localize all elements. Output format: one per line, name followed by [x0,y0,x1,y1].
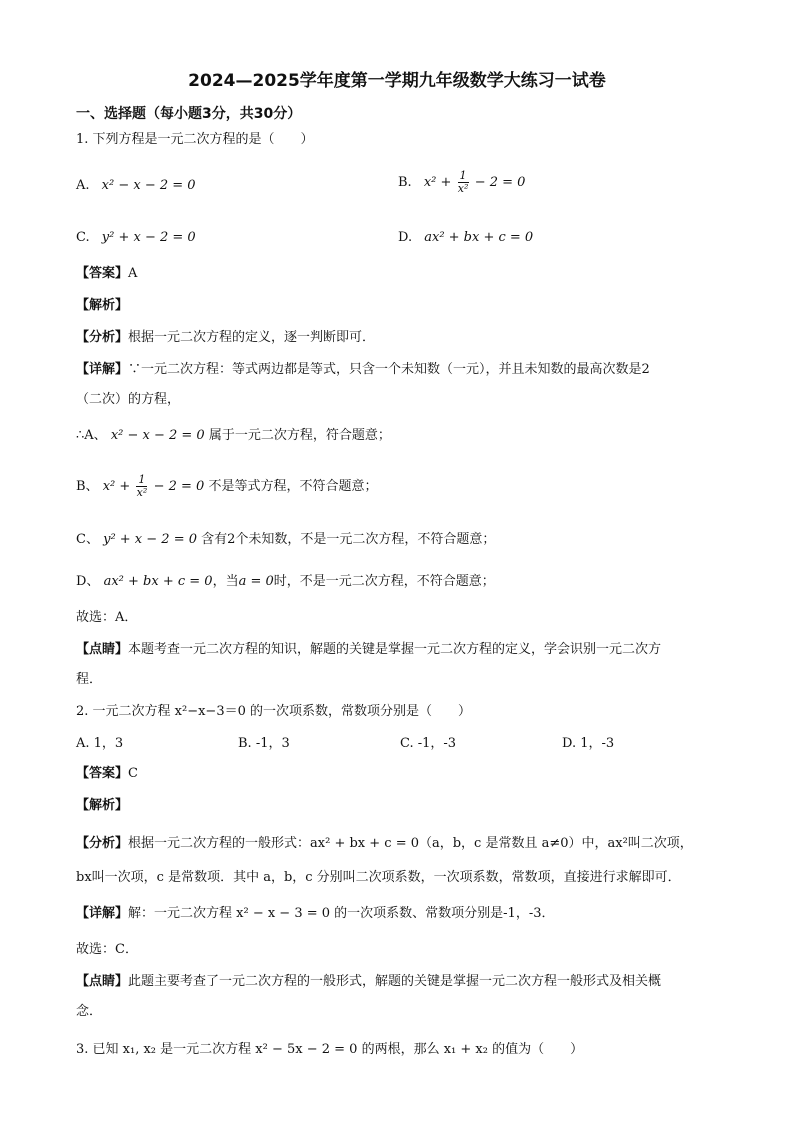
line-prefix: C、 [76,532,99,547]
option-b-fraction [458,170,469,195]
answer-value: A [128,266,138,281]
q2-fenxi-cont: bx叫一次项，c 是常数项．其中 a，b，c 分别叫二次项系数，一次项系数，常数项，直接进行求解即可． [76,870,681,885]
answer-tag: 【答案】 [76,266,129,281]
q1-line-b [76,470,377,504]
q1-line-d [76,572,495,592]
q1-dianjing-cont: 程． [76,672,103,687]
xiangjie-tag: 【详解】 [76,906,129,921]
q2-answer [76,764,138,784]
line-text: 含有2个未知数，不是一元二次方程，不符合题意； [201,532,496,547]
q2-dianjing-cont: 念． [76,1004,103,1019]
q2-dianjing [76,972,661,992]
dianjing-text: 此题主要考查了一元二次方程的一般形式，解题的关键是掌握一元二次方程一般形式及相关概 [128,974,662,989]
line-equation-left: x² + [102,479,131,494]
option-a-equation: x² − x − 2 = 0 [101,178,196,193]
option-label: D. [398,230,413,245]
q1-fenxi [76,328,375,348]
line-text: 时，不是一元二次方程，不符合题意； [273,574,495,589]
answer-value: C [128,766,138,781]
fenxi-text: 根据一元二次方程的定义，逐一判断即可． [128,330,376,345]
line-text: 属于一元二次方程，符合题意； [208,428,391,443]
answer-tag: 【答案】 [76,766,129,781]
fraction-denominator: x² [136,486,148,499]
q1-option-b [398,166,525,200]
q1-stem: 1. 下列方程是一元二次方程的是（ ） [76,132,314,147]
q1-xiangjie-cont: （二次）的方程， [76,392,181,407]
q2-option-a: A. 1，3 [76,736,124,751]
q1-answer [76,264,137,284]
section-heading: 一、选择题（每小题3分，共30分） [76,106,302,122]
q2-option-b: B. -1，3 [238,736,290,751]
dianjing-tag: 【点睛】 [76,642,129,657]
option-b-equation-right: − 2 = 0 [474,175,526,190]
line-equation-condition: a = 0 [238,574,274,589]
fenxi-tag: 【分析】 [76,836,129,851]
option-c-equation: y² + x − 2 = 0 [101,230,196,245]
fenxi-text: 根据一元二次方程的一般形式：ax² + bx + c = 0（a，b，c 是常数且 a≠0）中，ax²叫二次项， [128,836,693,851]
q2-stem: 2. 一元二次方程 x²−x−3＝0 的一次项系数，常数项分别是（ ） [76,704,472,719]
line-prefix: D、 [76,574,100,589]
q2-fenxi [76,834,693,854]
fraction-numerator: 1 [459,169,467,182]
xiangjie-text: ∵一元二次方程：等式两边都是等式，只含一个未知数（一元），并且未知数的最高次数是2 [128,362,650,377]
q1-option-c [76,228,196,248]
q1-line-c [76,530,495,550]
q1-dianjing [76,640,661,660]
dianjing-text: 本题考查一元二次方程的知识，解题的关键是掌握一元二次方程的定义，学会识别一元二次方 [128,642,662,657]
q1-xiangjie [76,360,650,380]
line-prefix: ∴A、 [76,428,107,443]
fraction-numerator: 1 [138,473,146,486]
q1-choose: 故选：A． [76,610,138,625]
option-d-equation: ax² + bx + c = 0 [424,230,534,245]
line-equation: x² − x − 2 = 0 [110,428,205,443]
line-fraction [136,474,147,499]
exam-title: 2024—2025学年度第一学期九年级数学大练习一试卷 [188,71,606,91]
q2-xiangjie [76,904,555,924]
fraction-denominator: x² [457,182,469,195]
dianjing-tag: 【点睛】 [76,974,129,989]
q1-analysis-tag: 【解析】 [76,298,129,313]
xiangjie-tag: 【详解】 [76,362,129,377]
line-text: ，当 [212,574,239,589]
q2-analysis-tag: 【解析】 [76,798,129,813]
q3-stem: 3. 已知 x₁, x₂ 是一元二次方程 x² − 5x − 2 = 0 的两根，那么 x₁ + x₂ 的值为（ ） [76,1042,584,1057]
line-equation: y² + x − 2 = 0 [103,532,197,547]
line-equation-right: − 2 = 0 [153,479,205,494]
option-b-equation-left: x² + [423,175,452,190]
q1-line-a [76,426,391,446]
line-text: 不是等式方程，不符合题意； [208,479,378,494]
xiangjie-text: 解：一元二次方程 x² − x − 3 = 0 的一次项系数、常数项分别是-1，-3． [128,906,555,921]
line-prefix: B、 [76,479,99,494]
q2-option-c: C. -1，-3 [400,736,457,751]
q2-choose: 故选：C． [76,942,138,957]
fenxi-tag: 【分析】 [76,330,129,345]
option-label: B. [398,175,412,190]
option-label: A. [76,178,90,193]
q1-option-a [76,176,196,196]
q1-option-d [398,228,533,248]
line-equation: ax² + bx + c = 0 [103,574,213,589]
option-label: C. [76,230,90,245]
q2-option-d: D. 1，-3 [562,736,615,751]
